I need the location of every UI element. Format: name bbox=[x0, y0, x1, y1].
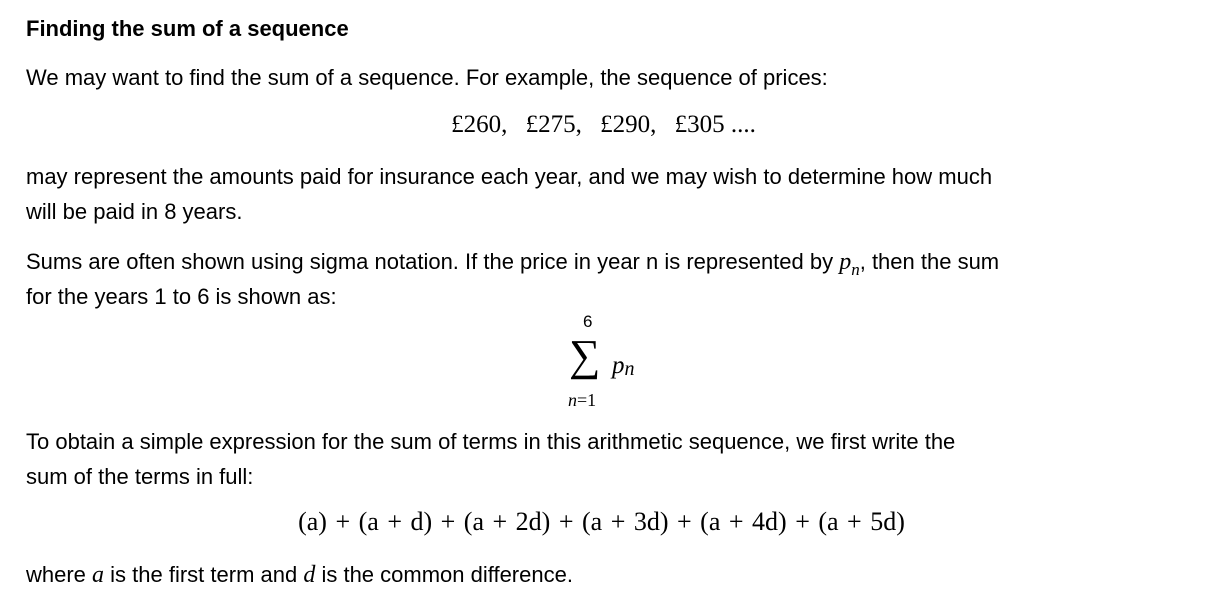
definition-paragraph: where a is the first term and d is the common difference. bbox=[26, 562, 573, 588]
insurance-paragraph-line1: may represent the amounts paid for insurance each year, and we may wish to determine how much bbox=[26, 164, 993, 189]
insurance-paragraph-line2: will be paid in 8 years. bbox=[26, 199, 243, 224]
sigma-upper-limit: 6 bbox=[583, 312, 593, 331]
sigma-term: pn bbox=[612, 352, 635, 380]
sigma-formula bbox=[560, 312, 680, 412]
price-item: £260, bbox=[451, 111, 508, 138]
arithmetic-paragraph-line2: sum of the terms in full: bbox=[26, 464, 254, 489]
variable-a: a bbox=[92, 562, 105, 588]
sigma-text-after: , then the sum bbox=[859, 249, 1000, 274]
sigma-paragraph-line2: for the years 1 to 6 is shown as: bbox=[26, 284, 337, 309]
sum-expression: (a) + (a + d) + (a + 2d) + (a + 3d) + (a + 4d) + (a + 5d) bbox=[298, 507, 905, 536]
sigma-symbol: ∑ bbox=[569, 331, 601, 380]
sigma-text-before: Sums are often shown using sigma notation. If the price in year n is represented by bbox=[26, 249, 840, 274]
price-item: £275, bbox=[525, 111, 582, 138]
price-variable: $p_n$ bbox=[839, 249, 860, 279]
price-item: £290, bbox=[600, 111, 657, 138]
price-item: £305 .... bbox=[674, 111, 756, 138]
price-sequence bbox=[0, 111, 1207, 139]
arithmetic-paragraph-line1: To obtain a simple expression for the sum of terms in this arithmetic sequence, we first write the bbox=[26, 429, 956, 454]
section-heading: Finding the sum of a sequence bbox=[26, 16, 349, 41]
intro-paragraph: We may want to find the sum of a sequence. For example, the sequence of prices: bbox=[26, 65, 828, 90]
sigma-lower-limit: n=1 bbox=[568, 390, 597, 410]
variable-d: d bbox=[303, 562, 316, 588]
